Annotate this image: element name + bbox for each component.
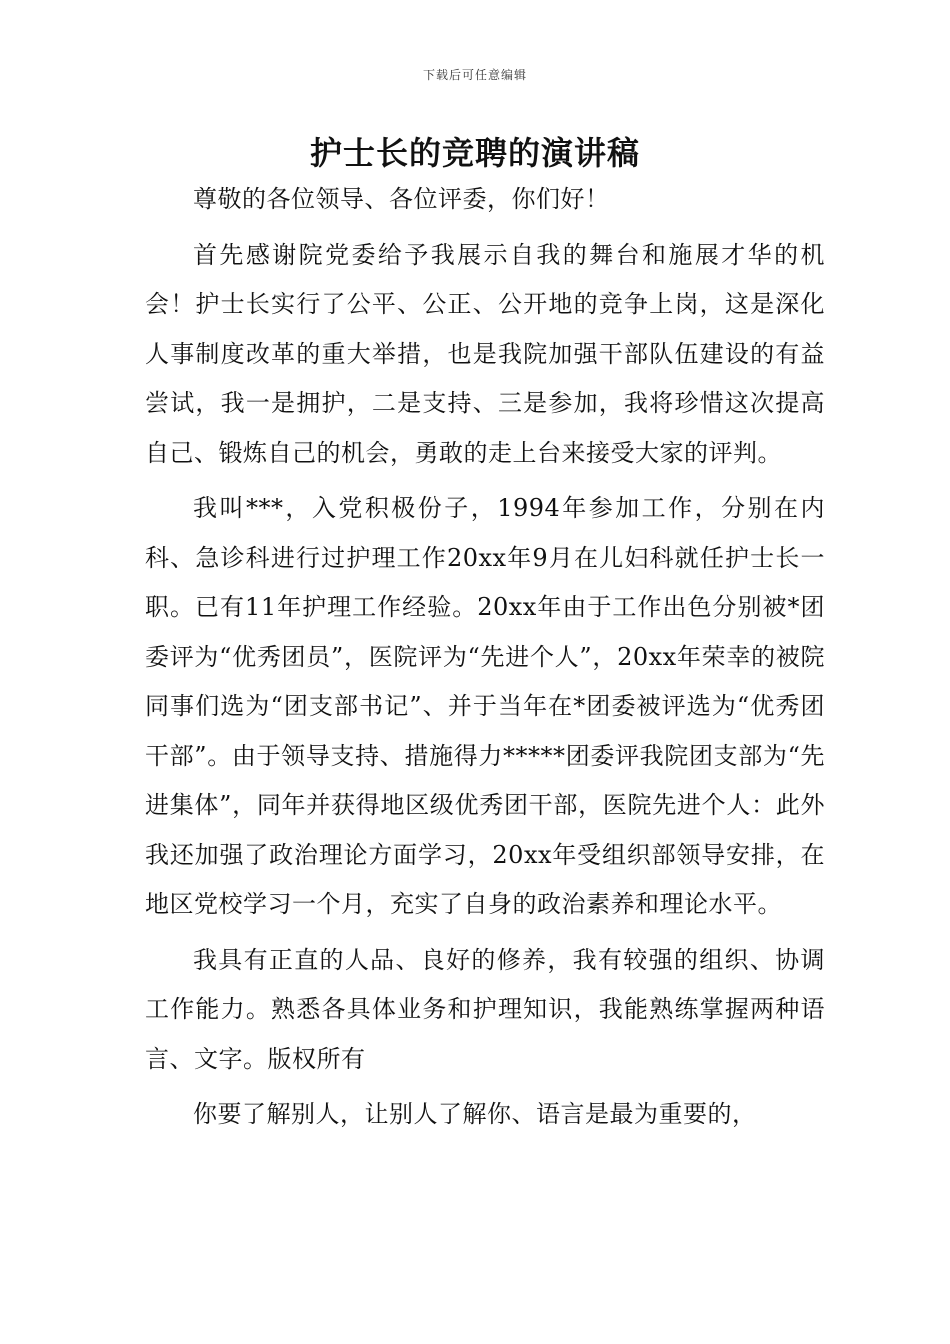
header-note: 下载后可任意编辑 [422,68,527,82]
document-title: 护士长的竞聘的演讲稿 [309,134,640,172]
paragraph-intro: 首先感谢院党委给予我展示自我的舞台和施展才华的机会！护士长实行了公平、公正、公开地的竞争上岗，这是深化人事制度改革的重大举措，也是我院加强干部队伍建设的有益尝试，我一是拥护，二是支持、三是参加，我将珍惜这次提高自己、锻炼自己的机会，勇敢的走上台来接受大家的评判。 [145,240,825,467]
paragraph-abilities: 我具有正直的人品、良好的修养，我有较强的组织、协调工作能力。熟悉各具体业务和护理知识，我能熟练掌握两种语言、文字。版权所有 [145,945,825,1073]
document-body [145,175,825,1140]
paragraph-greeting: 尊敬的各位领导、各位评委，你们好！ [193,185,610,213]
paragraph-background: 我叫***，入党积极份子，1994年参加工作，分别在内科、急诊科进行过护理工作20xx年9月在儿妇科就任护士长一职。已有11年护理工作经验。20xx年由于工作出色分别被*团委评为“优秀团员”，医院评为“先进个人”，20xx年荣幸的被院同事们选为“团支部书记”、并于当年在*团委被评选为“优秀团干部”。由于领导支持、措施得力*****团委评我院团支部为“先进集体”，同年并获得地区级优秀团干部，医院先进个人：此外我还加强了政治理论方面学习，20xx年受组织部领导安排，在地区党校学习一个月，充实了自身的政治素养和理论水平。 [145,494,825,918]
paragraph-language: 你要了解别人，让别人了解你、语言是最为重要的， [193,1100,757,1128]
